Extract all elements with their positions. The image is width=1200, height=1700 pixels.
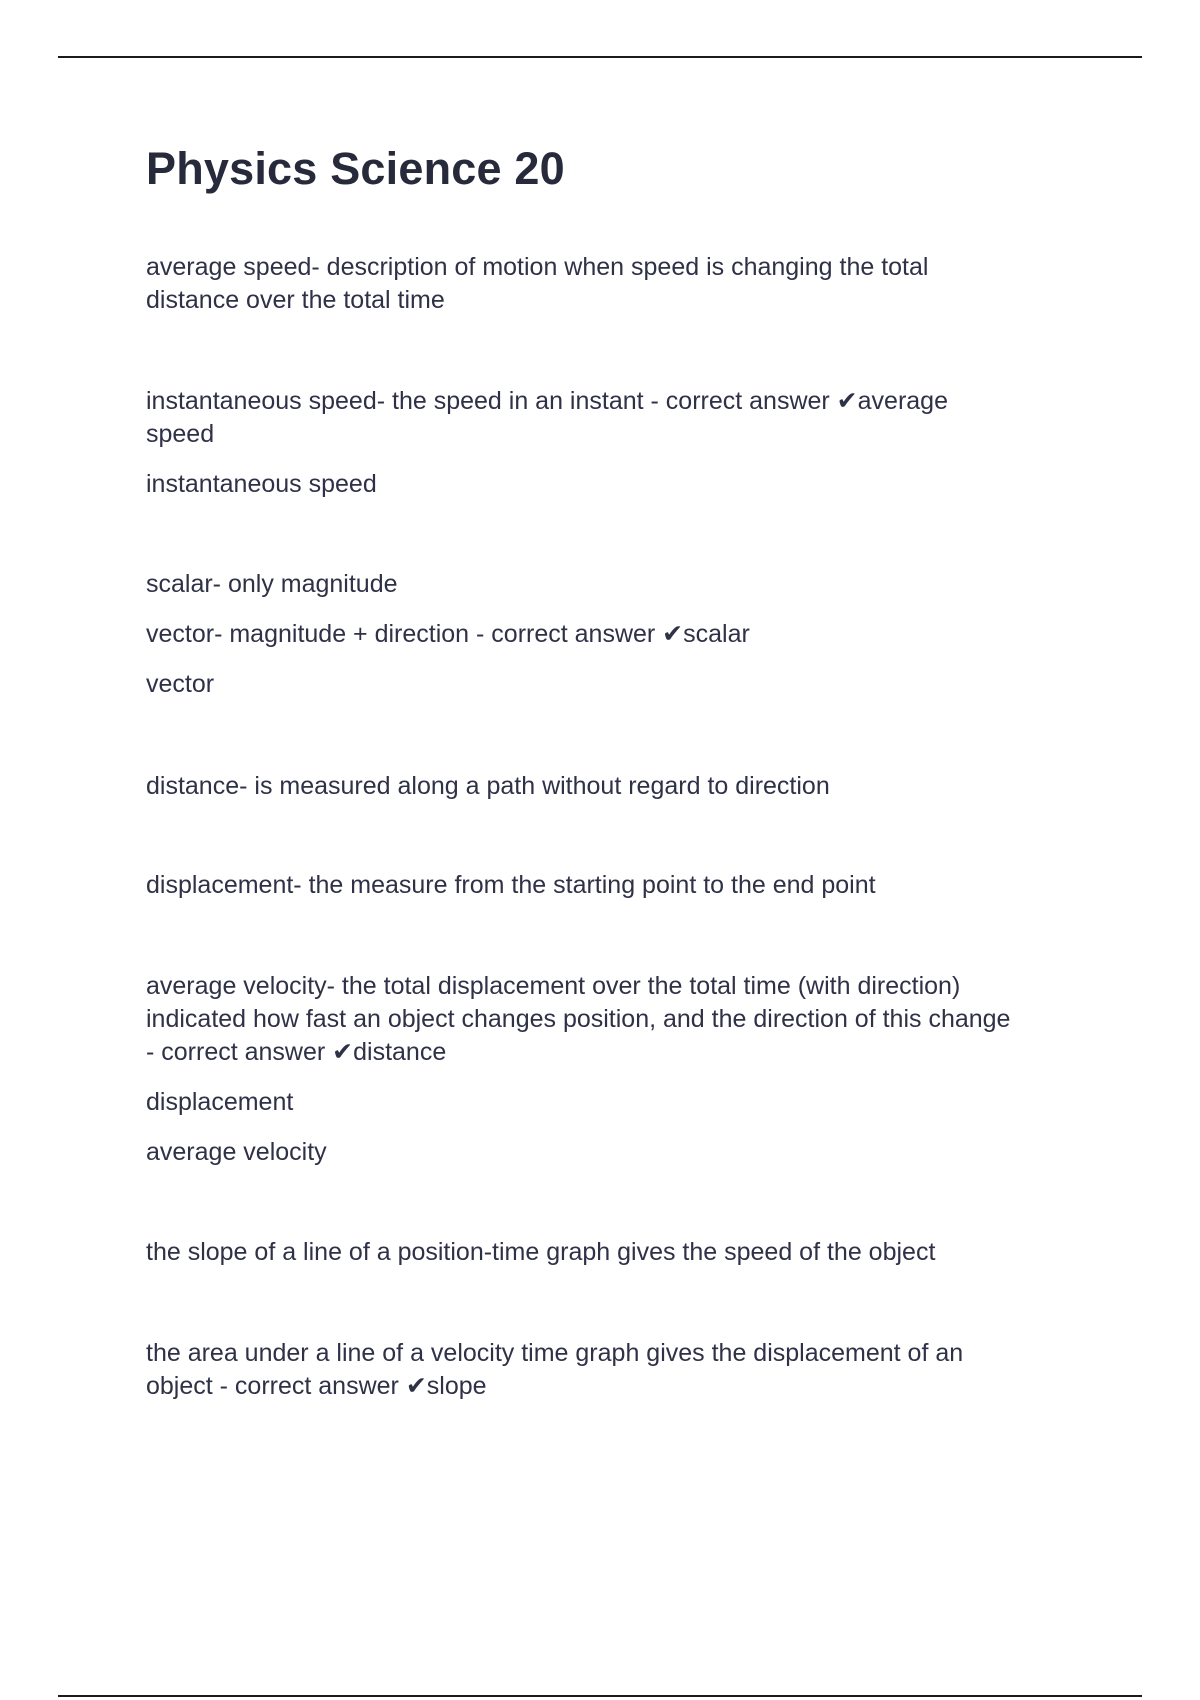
entry-scalar-vector [146, 568, 1096, 701]
entry-average-speed [146, 251, 1096, 317]
answer-line: instantaneous speed [146, 470, 377, 498]
entry-line: instantaneous speed- the speed in an instant - correct answer ✔average [146, 387, 948, 415]
entry-line: the slope of a line of a position-time graph gives the speed of the object [146, 1238, 936, 1266]
entry-line: object - correct answer ✔slope [146, 1372, 487, 1400]
bottom-rule [58, 1695, 1142, 1697]
entry-average-velocity [146, 970, 1096, 1169]
entry-line: displacement- the measure from the starting point to the end point [146, 871, 876, 899]
answer-line: vector [146, 670, 215, 698]
entry-distance [146, 770, 1096, 803]
document-title: Physics Science 20 [146, 143, 565, 194]
entry-instantaneous-speed [146, 385, 1096, 501]
entry-line: distance over the total time [146, 286, 445, 314]
answer-line: average velocity [146, 1138, 327, 1166]
entry-slope [146, 1236, 1096, 1269]
entry-line: the area under a line of a velocity time graph gives the displacement of an [146, 1339, 964, 1367]
entry-line: - correct answer ✔distance [146, 1038, 447, 1066]
entry-line: scalar- only magnitude [146, 570, 398, 598]
entry-displacement [146, 869, 1096, 902]
top-rule [58, 56, 1142, 58]
entry-line: vector- magnitude + direction - correct answer ✔scalar [146, 620, 750, 648]
entry-line: indicated how fast an object changes position, and the direction of this change [146, 1005, 1011, 1033]
entry-line: average velocity- the total displacement over the total time (with direction) [146, 972, 961, 1000]
entry-line: average speed- description of motion when speed is changing the total [146, 253, 929, 281]
answer-line: displacement [146, 1088, 294, 1116]
entry-line: distance- is measured along a path without regard to direction [146, 772, 830, 800]
entry-area-under-line [146, 1337, 1096, 1403]
entry-line: speed [146, 420, 215, 448]
